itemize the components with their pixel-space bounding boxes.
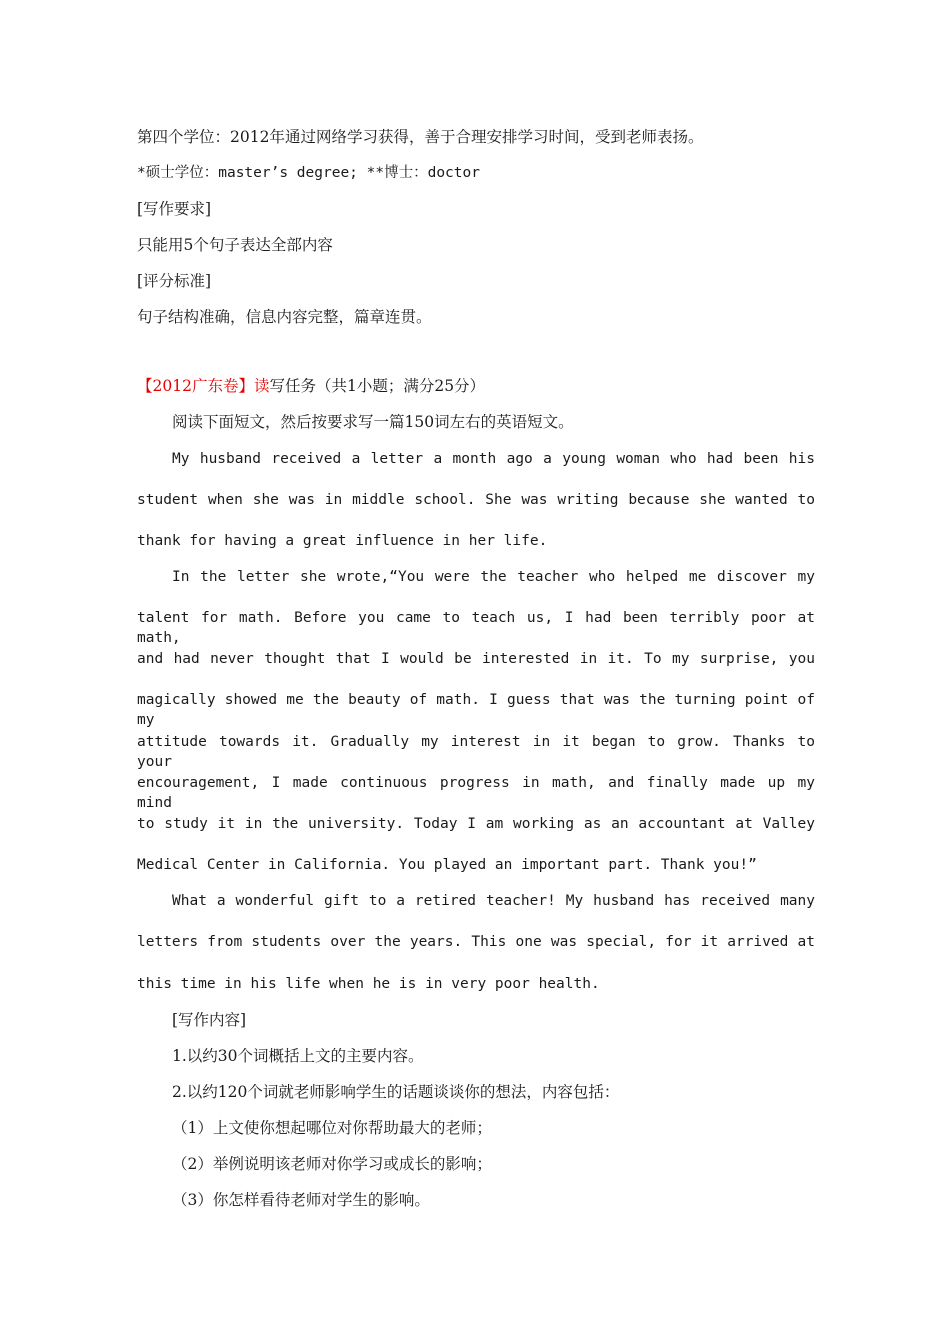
task-title — [137, 376, 815, 396]
passage-line: to study it in the university. Today I am working as an accountant at Valley — [137, 816, 815, 832]
task-source: 【2012广东卷】 — [137, 377, 254, 395]
passage-line: and had never thought that I would be interested in it. To my surprise, you — [137, 651, 815, 667]
task-instruction: 阅读下面短文，然后按要求写一篇150词左右的英语短文。 — [172, 413, 574, 431]
content-item-2: 2.以约120个词就老师影响学生的话题谈谈你的想法，内容包括： — [172, 1083, 620, 1101]
passage-line: this time in his life when he is in very poor health. — [137, 976, 600, 992]
writing-content-heading: [写作内容] — [172, 1011, 247, 1029]
scoring-criteria-heading: [评分标准] — [137, 272, 212, 290]
degree-glossary-line: *硕士学位：master’s degree; **博士：doctor — [137, 165, 480, 181]
content-subitem-2: （2）举例说明该老师对你学习或成长的影响； — [172, 1155, 492, 1173]
content-subitem-3: （3）你怎样看待老师对学生的影响。 — [172, 1191, 430, 1209]
passage-line: magically showed me the beauty of math. I guess that was the turning point of my — [137, 692, 815, 728]
passage-line: My husband received a letter a month ago a young woman who had been his — [172, 451, 815, 467]
writing-requirements-heading: [写作要求] — [137, 200, 212, 218]
passage-line: student when she was in middle school. She was writing because she wanted to — [137, 492, 815, 508]
content-item-1: 1.以约30个词概括上文的主要内容。 — [172, 1047, 424, 1065]
passage-line: In the letter she wrote,“You were the teacher who helped me discover my — [172, 569, 815, 585]
task-title-lead: 读 — [253, 377, 270, 395]
passage-line: attitude towards it. Gradually my interest in it began to grow. Thanks to your — [137, 734, 815, 770]
passage-line: Medical Center in California. You played an important part. Thank you!” — [137, 857, 757, 873]
fourth-degree-line: 第四个学位：2012年通过网络学习获得，善于合理安排学习时间，受到老师表扬。 — [137, 128, 704, 146]
passage-line: What a wonderful gift to a retired teacher! My husband has received many — [172, 893, 815, 909]
passage-line: letters from students over the years. This one was special, for it arrived at — [137, 934, 815, 950]
content-subitem-1: （1）上文使你想起哪位对你帮助最大的老师； — [172, 1119, 492, 1137]
writing-requirements-text: 只能用5个句子表达全部内容 — [137, 236, 333, 254]
passage-line: talent for math. Before you came to teach us, I had been terribly poor at math, — [137, 610, 815, 646]
scoring-criteria-text: 句子结构准确，信息内容完整，篇章连贯。 — [137, 308, 432, 326]
passage-line: thank for having a great influence in her life. — [137, 533, 548, 549]
task-title-rest: 写任务（共1小题；满分25分） — [269, 377, 486, 395]
passage-line: encouragement, I made continuous progress in math, and finally made up my mind — [137, 775, 815, 811]
